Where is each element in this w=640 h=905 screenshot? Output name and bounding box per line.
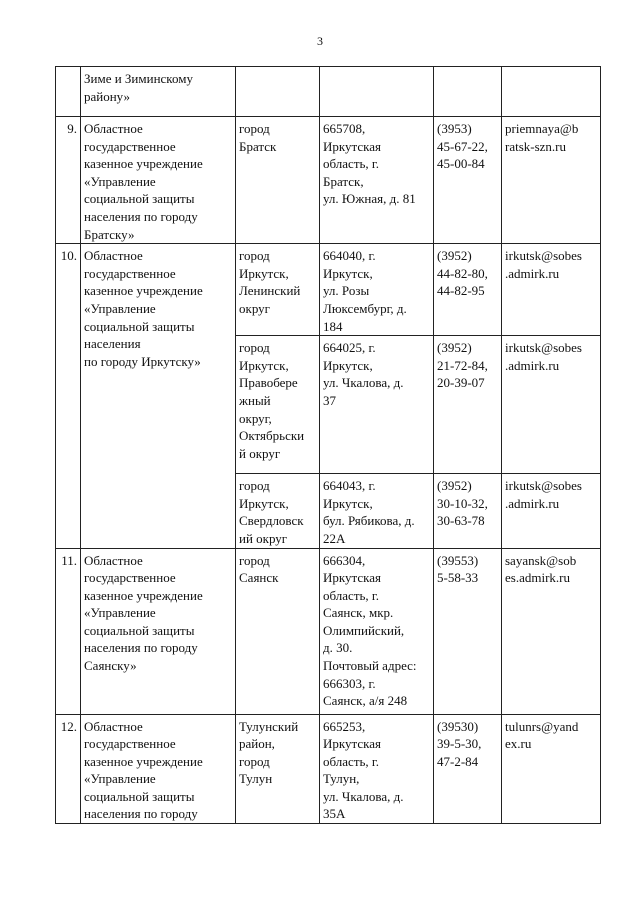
address-cell: 664040, г. Иркутск, ул. Розы Люксембург, д. 184 — [320, 244, 434, 336]
email-cell: irkutsk@sobes .admirk.ru — [502, 336, 601, 474]
address-cell: 664043, г. Иркутск, бул. Рябикова, д. 22А — [320, 474, 434, 548]
phone-cell — [434, 67, 502, 117]
phone-cell: (3952) 30-10-32, 30-63-78 — [434, 474, 502, 548]
row-number: 11. — [56, 548, 81, 714]
email-cell: irkutsk@sobes .admirk.ru — [502, 474, 601, 548]
territory-cell: город Братск — [236, 117, 320, 244]
organization-name: Областное государственное казенное учреждение «Управление социальной защиты населения по городу Саянску» — [81, 548, 236, 714]
table-row — [56, 548, 601, 714]
email-cell: sayansk@sob es.admirk.ru — [502, 548, 601, 714]
row-number: 9. — [56, 117, 81, 244]
table-row — [56, 714, 601, 824]
table-row — [56, 244, 601, 336]
email-cell: priemnaya@b ratsk-szn.ru — [502, 117, 601, 244]
organization-name: Областное государственное казенное учреждение «Управление социальной защиты населения по городу Братску» — [81, 117, 236, 244]
territory-cell: город Иркутск, Правобере жный округ, Октябрьски й округ — [236, 336, 320, 474]
organization-name: Областное государственное казенное учреждение «Управление социальной защиты населения по городу Иркутску» — [81, 244, 236, 548]
phone-cell: (39530) 39-5-30, 47-2-84 — [434, 714, 502, 824]
table-row — [56, 67, 601, 117]
row-number — [56, 67, 81, 117]
address-cell — [320, 67, 434, 117]
phone-cell: (3952) 21-72-84, 20-39-07 — [434, 336, 502, 474]
row-number: 10. — [56, 244, 81, 548]
organization-name: Областное государственное казенное учреждение «Управление социальной защиты населения по городу — [81, 714, 236, 824]
address-cell: 665708, Иркутская область, г. Братск, ул. Южная, д. 81 — [320, 117, 434, 244]
institutions-table — [55, 66, 601, 824]
territory-cell: город Саянск — [236, 548, 320, 714]
organization-name: Зиме и Зиминскому району» — [81, 67, 236, 117]
phone-cell: (3953) 45-67-22, 45-00-84 — [434, 117, 502, 244]
phone-cell: (3952) 44-82-80, 44-82-95 — [434, 244, 502, 336]
page-number: 3 — [317, 34, 323, 48]
row-number: 12. — [56, 714, 81, 824]
phone-cell: (39553) 5-58-33 — [434, 548, 502, 714]
email-cell — [502, 67, 601, 117]
territory-cell: город Иркутск, Свердловск ий округ — [236, 474, 320, 548]
address-cell: 665253, Иркутская область, г. Тулун, ул. Чкалова, д. 35А — [320, 714, 434, 824]
table-row — [56, 117, 601, 244]
territory-cell: город Иркутск, Ленинский округ — [236, 244, 320, 336]
email-cell: irkutsk@sobes .admirk.ru — [502, 244, 601, 336]
territory-cell: Тулунский район, город Тулун — [236, 714, 320, 824]
address-cell: 666304, Иркутская область, г. Саянск, мкр. Олимпийский, д. 30. Почтовый адрес: 666303, г. Саянск, а/я 248 — [320, 548, 434, 714]
email-cell: tulunrs@yand ex.ru — [502, 714, 601, 824]
address-cell: 664025, г. Иркутск, ул. Чкалова, д. 37 — [320, 336, 434, 474]
territory-cell — [236, 67, 320, 117]
